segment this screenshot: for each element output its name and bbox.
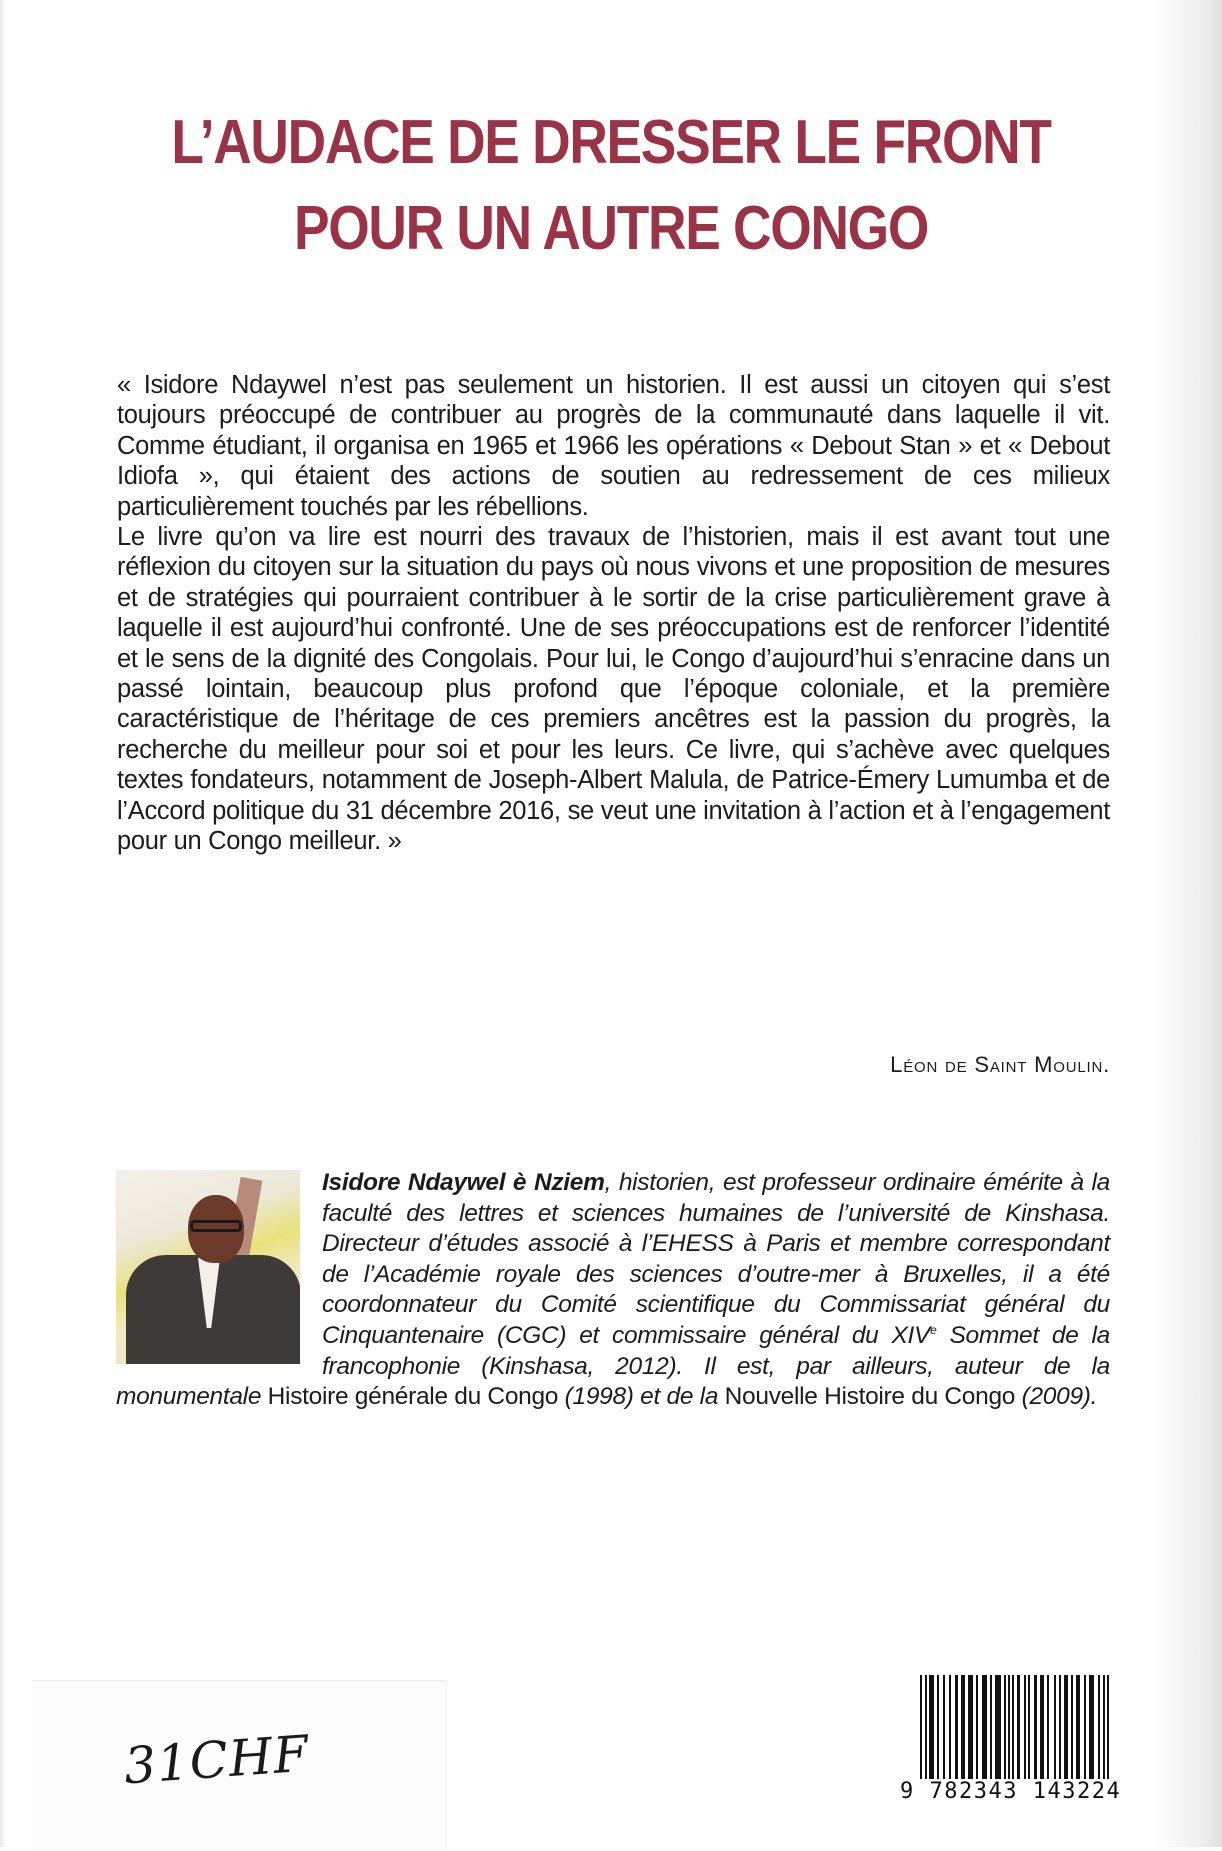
isbn-barcode [900, 1675, 1122, 1805]
author-bio-text-2: Sommet de la francophonie (Kinshasa, 2012). Il est, par ailleurs, auteur de la monumentale [116, 1321, 1110, 1411]
back-cover-blurb [117, 370, 1110, 857]
author-bio [116, 1168, 1110, 1413]
book-year-2: (2009). [1015, 1383, 1098, 1411]
photo-float-spacer [116, 1168, 322, 1352]
blurb-paragraph-1: « Isidore Ndaywel n’est pas seulement un historien. Il est aussi un citoyen qui s’est toujours préoccupé de contribuer au progrès de la communauté dans laquelle il vit. Comme étudiant, il organisa en 1965 et 1966 les opérations « Debout Stan » et « Debout Idiofa », qui étaient des actions de soutien au redressement de ces milieux particulièrement touchés par les rébellions. [117, 371, 1110, 521]
author-name: Isidore Ndaywel è Nziem [322, 1169, 605, 1196]
price-sticker [32, 1680, 447, 1851]
isbn-right-group: 143224 [1032, 1779, 1122, 1804]
book-title-1: Histoire générale du Congo [267, 1383, 559, 1411]
book-year-1: (1998) et de la [558, 1383, 725, 1411]
isbn-digits [900, 1779, 1121, 1804]
isbn-left-group: 782343 [929, 1779, 1018, 1804]
blurb-signature: Léon de Saint Moulin. [890, 1052, 1110, 1077]
scan-left-edge-shadow [0, 0, 6, 1847]
book-title-line-1: L’AUDACE DE DRESSER LE FRONT [171, 108, 1051, 177]
scan-spine-shadow [1152, 0, 1222, 1847]
book-title-line-2: POUR UN AUTRE CONGO [293, 194, 929, 263]
handwritten-price: 31CHF [122, 1724, 311, 1796]
ordinal-superscript: e [930, 1322, 937, 1337]
barcode-bars-icon [900, 1675, 1112, 1793]
blurb-paragraph-2: Le livre qu’on va lire est nourri des travaux de l’historien, mais il est avant tout une réflexion du citoyen sur la situation du pays où nous vivons et une proposition de mesures et de stratégies qui pourraient contribuer à le sortir de la crise particulièrement grave à laquelle il est aujourd’hui confronté. Une de ses préoccupations est de renforcer l’identité et le sens de la dignité des Congolais. Pour lui, le Congo d’aujourd’hui s’enracine dans un passé lointain, beaucoup plus profond que l’époque coloniale, et la première caractéristique de l’héritage de ces premiers ancêtres est la passion du progrès, la recherche du meilleur pour soi et pour les leurs. Ce livre, qui s’achève avec quelques textes fondateurs, notamment de Joseph-Albert Malula, de Patrice-Émery Lumumba et de l’Accord politique du 31 décembre 2016, se veut une invitation à l’action et à l’engagement pour un Congo meilleur. » [117, 523, 1110, 856]
book-title [86, 100, 1137, 272]
author-bio-text-1: , historien, est professeur ordinaire émérite à la faculté des lettres et sciences humaines de l’université de Kinshasa. Directeur d’études associé à l’EHESS à Paris et membre correspondant de l’Académie royale des sciences d’outre-mer à Bruxelles, il a été coordonnateur du Comité scientifique du Commissariat général du Cinquantenaire (CGC) et commissaire général du XIV [322, 1169, 1110, 1349]
book-title-2: Nouvelle Histoire du Congo [724, 1383, 1016, 1411]
isbn-first-digit: 9 [900, 1779, 915, 1804]
